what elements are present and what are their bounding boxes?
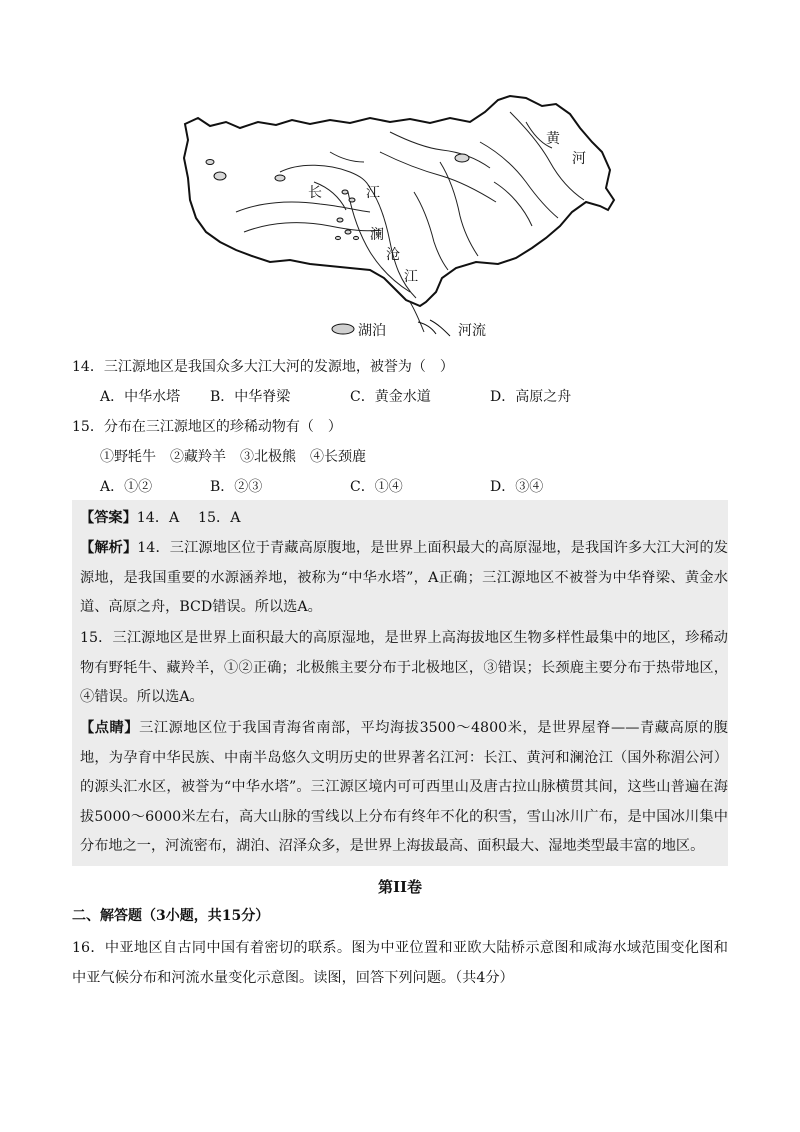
river-7 bbox=[480, 142, 558, 218]
q15-option-b: B．②③ bbox=[210, 479, 263, 495]
q15-option-c: C．①④ bbox=[350, 479, 403, 495]
river-9 bbox=[494, 182, 532, 226]
analysis-paragraph-2 bbox=[80, 624, 728, 713]
label-cang: 沧 bbox=[386, 247, 400, 263]
lake-3 bbox=[275, 175, 285, 181]
q14-option-c: C．黄金水道 bbox=[350, 389, 431, 405]
river-10 bbox=[414, 192, 448, 270]
q15-option-d: D．③④ bbox=[490, 479, 544, 495]
lake-4 bbox=[455, 154, 469, 162]
lake-6 bbox=[349, 198, 355, 202]
label-jiang2: 江 bbox=[404, 269, 418, 285]
answer-line bbox=[80, 504, 728, 534]
label-he: 河 bbox=[572, 151, 586, 167]
lake-10 bbox=[336, 236, 341, 239]
label-chang: 长 bbox=[308, 185, 322, 201]
comment-text: 三江源地区位于我国青海省南部，平均海拔3500～4800米，是世界屋脊——青藏高原的腹地，为孕育中华民族、中南半岛悠久文明历史的世界著名江河：长江、黄河和澜沧江（国外称湄公河）的源头汇水区，被誉为“中华水塔”。三江源区境内可可西里山及唐古拉山脉横贯其间，这些山普遍在海拔5000～6000米左右，高大山脉的雪线以上分布有终年不化的积雪，雪山冰川广布，是中国冰川集中分布地之一，河流密布，湖泊、沼泽众多，是世界上海拔最高、面积最大、湿地类型最丰富的地区。 bbox=[80, 720, 728, 854]
q15-option-a: A．①② bbox=[100, 479, 153, 495]
q14-option-b: B．中华脊梁 bbox=[210, 389, 291, 405]
lake-8 bbox=[345, 230, 351, 234]
q14-option-a: A．中华水塔 bbox=[100, 389, 181, 405]
q16-stem: 16．中亚地区自古同中国有着密切的联系。图为中亚位置和亚欧大陆桥示意图和咸海水域范围变化图和中亚气候分布和河流水量变化示意图。读图，回答下列问题。（共4分） bbox=[72, 940, 728, 986]
part2-title: 第II卷 bbox=[377, 878, 423, 896]
label-lan: 澜 bbox=[370, 227, 384, 243]
river-12 bbox=[330, 152, 364, 162]
map-legend bbox=[330, 318, 530, 340]
q14-option-d: D．高原之舟 bbox=[490, 389, 572, 405]
river-3 bbox=[280, 165, 370, 188]
q14-stem: 14．三江源地区是我国众多大江大河的发源地，被誉为（ ） bbox=[72, 359, 454, 375]
analysis-text-2: 15．三江源地区是世界上面积最大的高原湿地，是世界上高海拔地区生物多样性最集中的地区，珍稀动物有野牦牛、藏羚羊，①②正确；北极熊主要分布于北极地区，③错误；长颈鹿主要分布于热带地区，④错误。所以选A。 bbox=[80, 630, 728, 705]
river-1 bbox=[236, 202, 370, 212]
legend-lake-label: 湖泊 bbox=[358, 323, 386, 339]
analysis-text-1: 14．三江源地区位于青藏高原腹地，是世界上面积最大的高原湿地，是我国许多大江大河的发源地，是我国重要的水源涵养地，被称为“中华水塔”，A正确；三江源地区不被誉为中华脊梁、黄金水道、高原之舟，BCD错误。所以选A。 bbox=[80, 540, 728, 615]
answer-tag: 【答案】 bbox=[80, 510, 137, 526]
answer-text: 14．A 15．A bbox=[136, 510, 241, 526]
comment-paragraph bbox=[80, 714, 728, 862]
lake-7 bbox=[337, 218, 343, 222]
legend-river-label: 河流 bbox=[458, 323, 486, 339]
analysis-paragraph-1 bbox=[80, 534, 728, 623]
map-drawing bbox=[180, 92, 620, 342]
lake-9 bbox=[354, 236, 359, 239]
q15-stem: 15．分布在三江源地区的珍稀动物有（ ） bbox=[72, 419, 342, 435]
label-jiang1: 江 bbox=[366, 185, 380, 201]
section-heading: 二、解答题（3小题，共15分） bbox=[72, 908, 270, 924]
comment-tag: 【点睛】 bbox=[80, 720, 140, 736]
q15-choices: ①野牦牛 ②藏羚羊 ③北极熊 ④长颈鹿 bbox=[100, 449, 366, 465]
river-6 bbox=[440, 162, 478, 256]
analysis-tag: 【解析】 bbox=[80, 540, 138, 556]
lake-legend-icon bbox=[330, 321, 356, 337]
river-legend-icon bbox=[416, 318, 456, 338]
lake-2 bbox=[206, 160, 214, 165]
lake-5 bbox=[342, 190, 348, 194]
sanjiangyuan-map bbox=[180, 92, 620, 342]
lake-1 bbox=[214, 172, 226, 180]
region-outline bbox=[184, 96, 614, 306]
label-huang: 黄 bbox=[546, 131, 560, 147]
river-4 bbox=[380, 152, 496, 202]
